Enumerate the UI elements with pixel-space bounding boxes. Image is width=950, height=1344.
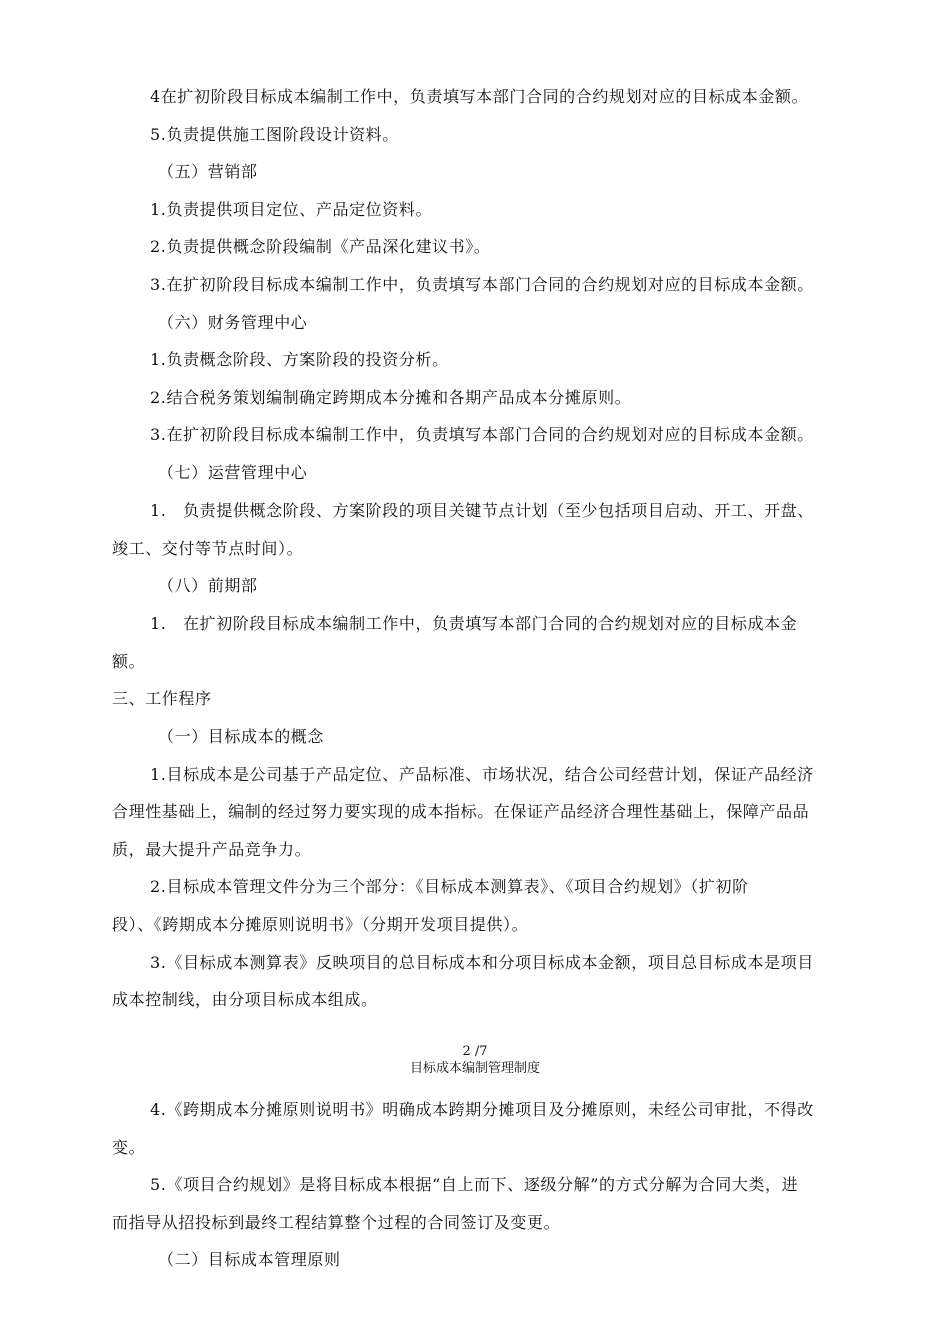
paragraph-line: 2.结合税务策划编制确定跨期成本分摊和各期产品成本分摊原则。	[150, 388, 632, 407]
section-heading: （八）前期部	[158, 576, 258, 595]
paragraph-line: 2.目标成本管理文件分为三个部分：《目标成本测算表》、《项目合约规划》（扩初阶	[150, 877, 749, 896]
paragraph-line: 1.目标成本是公司基于产品定位、产品标准、市场状况，结合公司经营计划，保证产品经济	[150, 765, 814, 784]
paragraph-line: 变。	[112, 1138, 146, 1157]
paragraph-line: 段）、《跨期成本分摊原则说明书》（分期开发项目提供）。	[112, 915, 529, 934]
section-heading: （六）财务管理中心	[158, 313, 308, 332]
paragraph-line: 额。	[112, 652, 146, 671]
paragraph-line: 4.《跨期成本分摊原则说明书》明确成本跨期分摊项目及分摊原则，未经公司审批，不得改	[150, 1100, 814, 1119]
paragraph-line: 5.负责提供施工图阶段设计资料。	[150, 125, 399, 144]
section-heading: （五）营销部	[158, 162, 258, 181]
paragraph-line: 3.《目标成本测算表》反映项目的总目标成本和分项目标成本金额，项目总目标成本是项目	[150, 953, 814, 972]
page-number: 2 /7	[462, 1044, 488, 1059]
document-title: 目标成本编制管理制度	[409, 1061, 540, 1076]
section-heading: （一）目标成本的概念	[158, 727, 325, 746]
paragraph-line: 合理性基础上，编制的经过努力要实现的成本指标。在保证产品经济合理性基础上，保障产品品	[112, 802, 810, 821]
paragraph-line: 质，最大提升产品竞争力。	[112, 840, 312, 859]
chapter-heading: 三、工作程序	[112, 689, 212, 708]
section-heading: （二）目标成本管理原则	[158, 1250, 341, 1269]
paragraph-line: 1.负责概念阶段、方案阶段的投资分析。	[150, 350, 449, 369]
paragraph-line: 而指导从招投标到最终工程结算整个过程的合同签订及变更。	[112, 1213, 561, 1232]
paragraph-line: 竣工、交付等节点时间）。	[112, 539, 304, 558]
paragraph-line: 3.在扩初阶段目标成本编制工作中，负责填写本部门合同的合约规划对应的目标成本金额。	[150, 425, 814, 444]
section-heading: （七）运营管理中心	[158, 463, 308, 482]
paragraph-line: 3.在扩初阶段目标成本编制工作中，负责填写本部门合同的合约规划对应的目标成本金额。	[150, 275, 814, 294]
paragraph-line: 1.负责提供项目定位、产品定位资料。	[150, 200, 433, 219]
paragraph-line: 1. 负责提供概念阶段、方案阶段的项目关键节点计划（至少包括项目启动、开工、开盘、	[150, 501, 814, 520]
paragraph-line: 2.负责提供概念阶段编制《产品深化建议书》。	[150, 237, 491, 256]
paragraph-line: 1. 在扩初阶段目标成本编制工作中，负责填写本部门合同的合约规划对应的目标成本金	[150, 614, 798, 633]
paragraph-line: 4在扩初阶段目标成本编制工作中，负责填写本部门合同的合约规划对应的目标成本金额。	[150, 87, 809, 106]
paragraph-line: 5.《项目合约规划》是将目标成本根据“自上而下、逐级分解”的方式分解为合同大类，进	[150, 1175, 799, 1194]
paragraph-line: 成本控制线，由分项目标成本组成。	[112, 990, 378, 1009]
